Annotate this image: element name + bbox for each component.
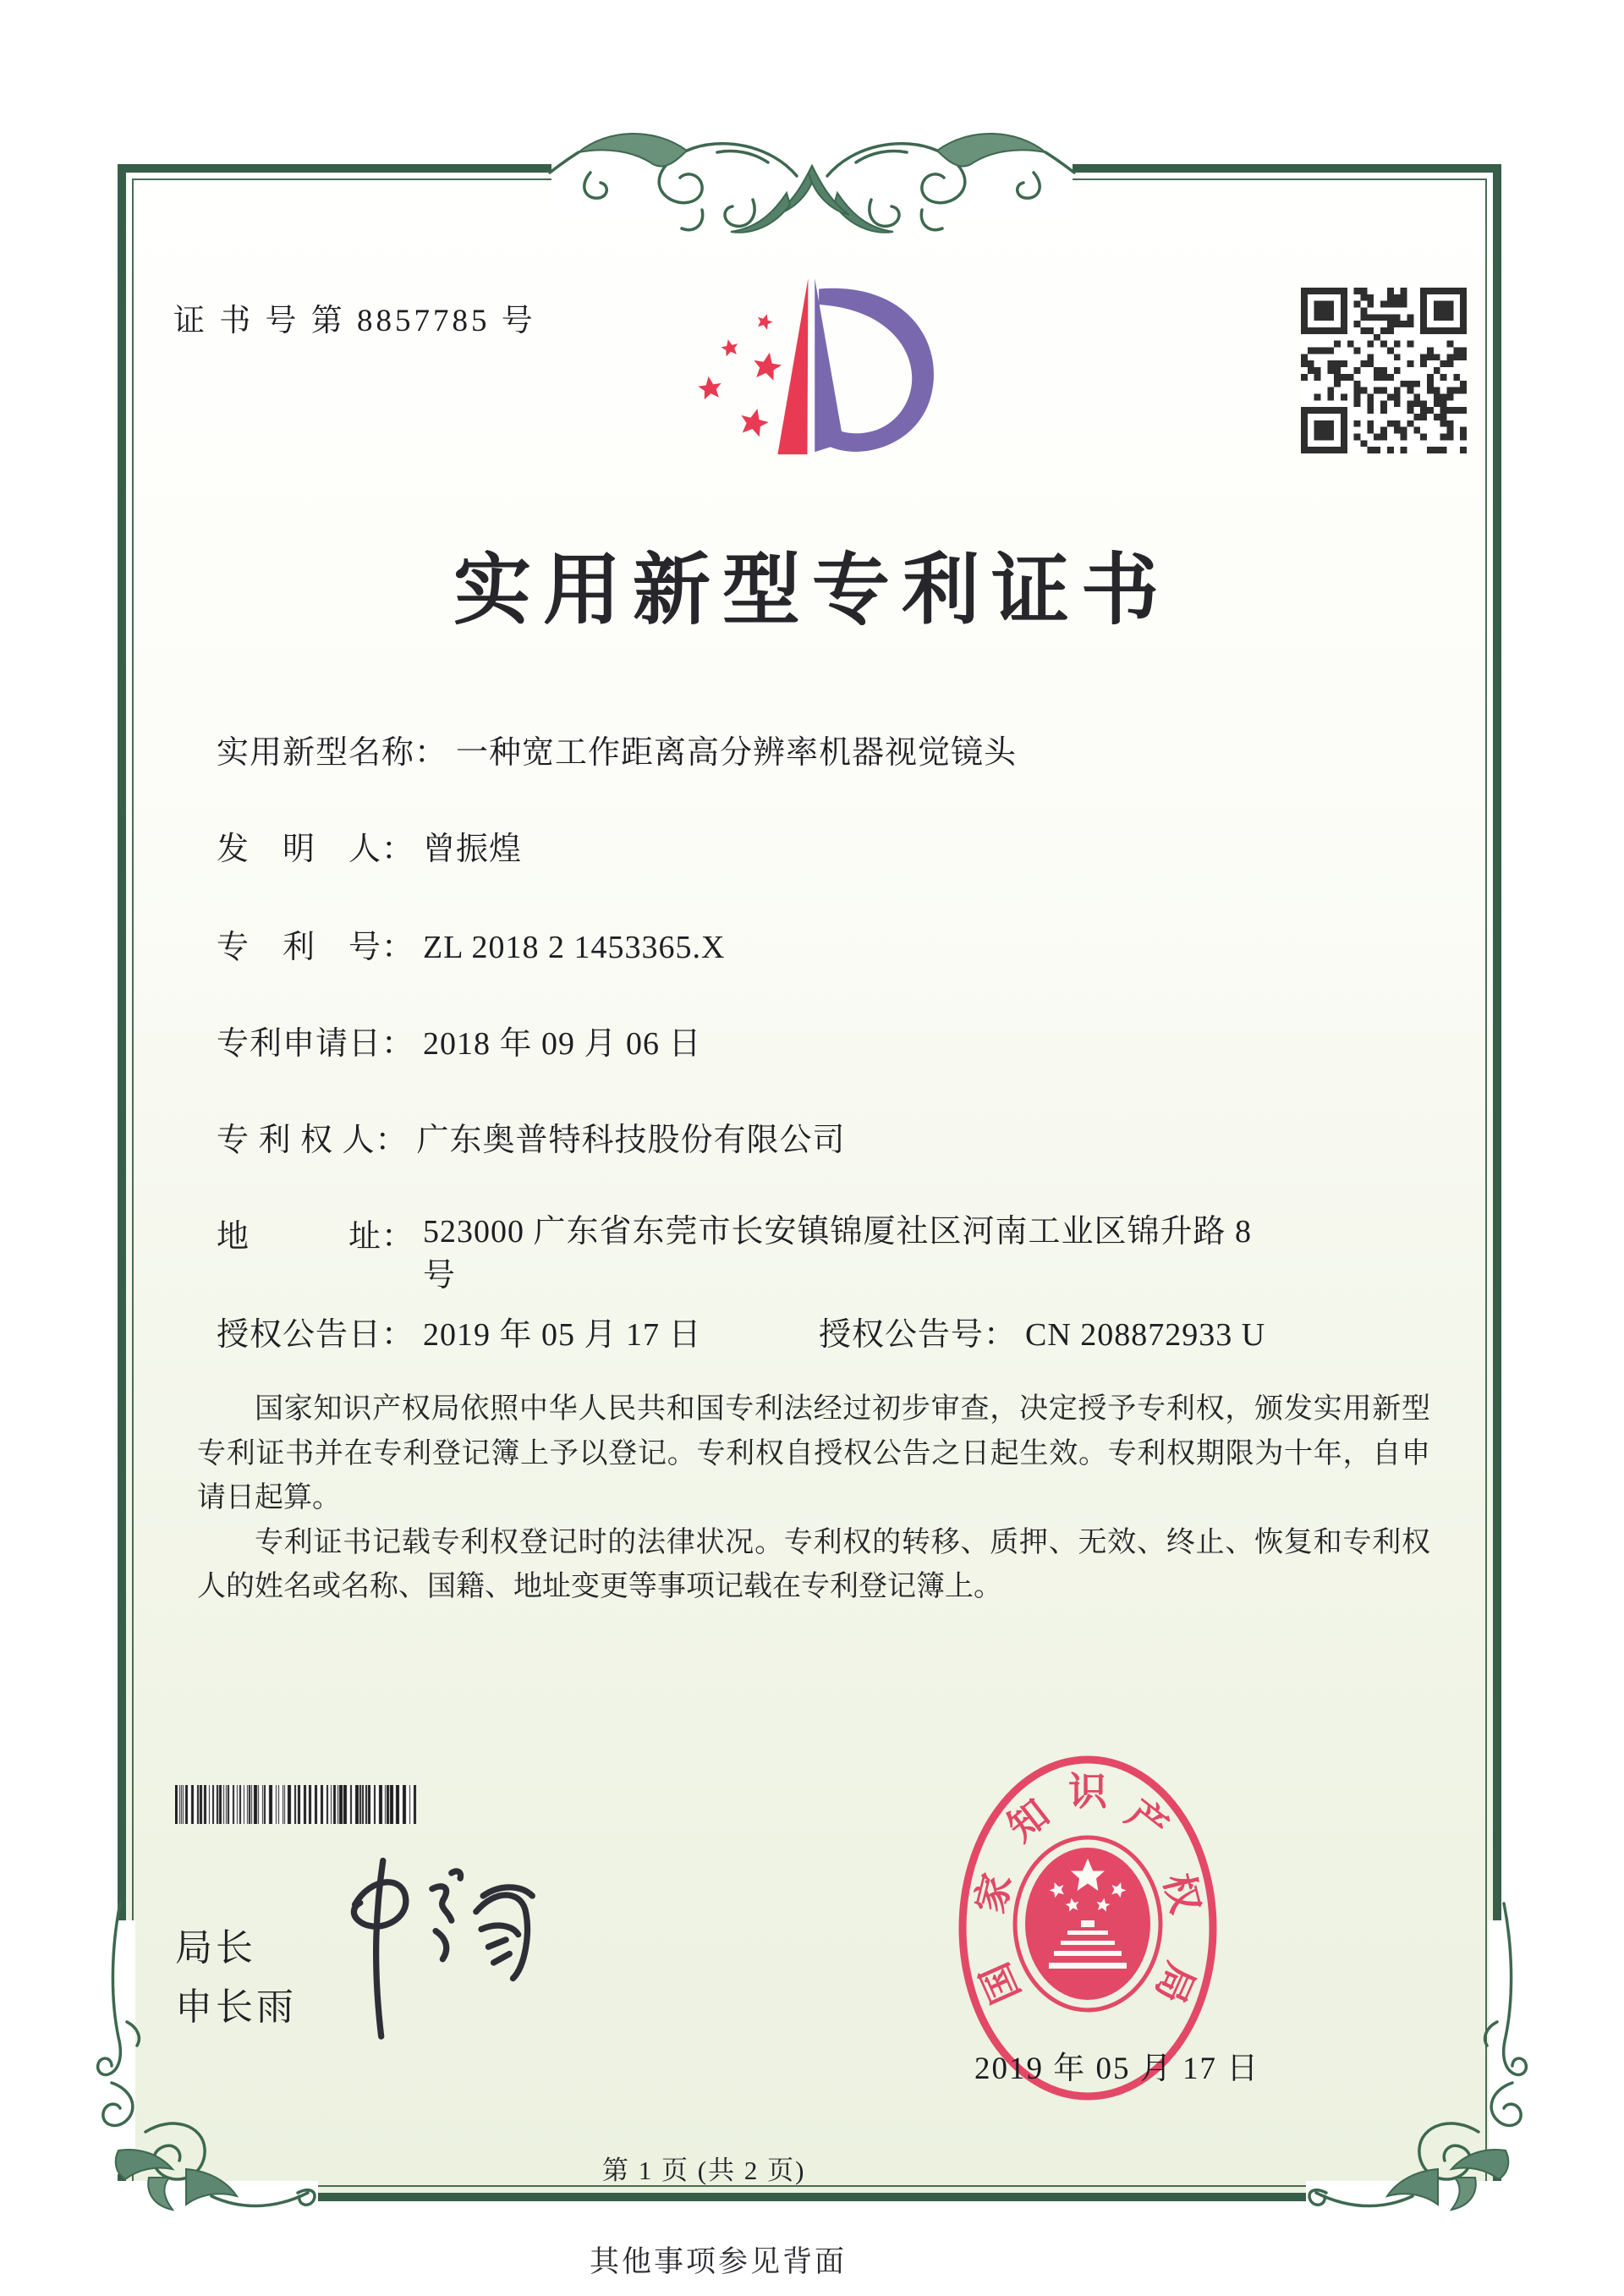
body-paragraph-1: 国家知识产权局依照中华人民共和国专利法经过初步审查，决定授予专利权，颁发实用新型专利证书并在专利登记簿上予以登记。专利权自授权公告之日起生效。专利权期限为十年，自申请日起算。 [197, 1393, 1430, 1513]
field-value: 2018 年 09 月 06 日 [423, 1026, 702, 1062]
field-value: ZL 2018 2 1453365.X [423, 930, 726, 965]
field-value [423, 1210, 1252, 1298]
svg-text:家: 家 [968, 1869, 1020, 1918]
svg-text:局: 局 [1147, 1956, 1203, 2010]
certificate-number: 证 书 号 第 8857785 号 [173, 304, 536, 338]
seal-date: 2019 年 05 月 17 日 [974, 2052, 1260, 2086]
officer-name: 申长雨 [175, 1986, 297, 2028]
body-paragraph-2: 专利证书记载专利权登记时的法律状况。专利权的转移、质押、无效、终止、恢复和专利权人的姓名或名称、国籍、地址变更等事项记载在专利登记簿上。 [197, 1526, 1430, 1602]
svg-text:国: 国 [973, 1956, 1029, 2010]
certificate-title: 实用新型专利证书 [453, 547, 1171, 634]
field-row-patent-number [217, 920, 725, 967]
field-label: 专 利 号： [217, 930, 415, 965]
corner-flourish-ornament-right-icon [1303, 1810, 1556, 2212]
field-value: 广东奥普特科技股份有限公司 [416, 1123, 846, 1158]
field-label: 专利申请日： [217, 1026, 415, 1062]
director-signature-icon [320, 1836, 548, 2047]
field-label: 授权公告日： [217, 1317, 415, 1353]
field-row-patentee [217, 1113, 846, 1160]
field-value: 一种宽工作距离高分辨率机器视觉镜头 [456, 735, 1018, 771]
page-indicator: 第 1 页 (共 2 页) [602, 2156, 806, 2185]
field-label: 专 利 权 人： [217, 1123, 409, 1158]
field-row-name [217, 726, 1017, 772]
svg-text:识: 识 [1068, 1770, 1107, 1814]
legal-body-text [197, 1387, 1430, 1610]
svg-text:权: 权 [1155, 1869, 1208, 1918]
back-note: 其他事项参见背面 [590, 2245, 848, 2278]
field-value: 曾振煌 [423, 832, 523, 867]
officer-title: 局长 [175, 1927, 256, 1969]
address-line-2: 号 [423, 1258, 457, 1294]
field-value: CN 208872933 U [1025, 1317, 1266, 1353]
field-label: 授权公告号： [819, 1317, 1018, 1353]
field-row-inventor [217, 822, 522, 869]
field-row-address [217, 1210, 1252, 1298]
address-line-1: 523000 广东省东莞市长安镇锦厦社区河南工业区锦升路 8 [423, 1214, 1253, 1250]
field-value: 2019 年 05 月 17 日 [423, 1317, 702, 1353]
field-row-grant [217, 1308, 1266, 1354]
floral-scroll-ornament-top-icon [474, 91, 1150, 261]
corner-flourish-ornament-left-icon [68, 1810, 321, 2212]
grant-date-pair [217, 1317, 702, 1353]
svg-text:产: 产 [1118, 1791, 1176, 1850]
field-label: 地 址： [217, 1219, 415, 1255]
cnipa-patent-logo-icon [653, 244, 991, 491]
grant-number-pair [819, 1308, 1265, 1354]
svg-text:知: 知 [1000, 1791, 1057, 1850]
field-label: 实用新型名称： [217, 735, 448, 771]
field-row-filing-date [217, 1017, 702, 1063]
qr-code [1301, 288, 1467, 453]
field-label: 发 明 人： [217, 832, 415, 867]
